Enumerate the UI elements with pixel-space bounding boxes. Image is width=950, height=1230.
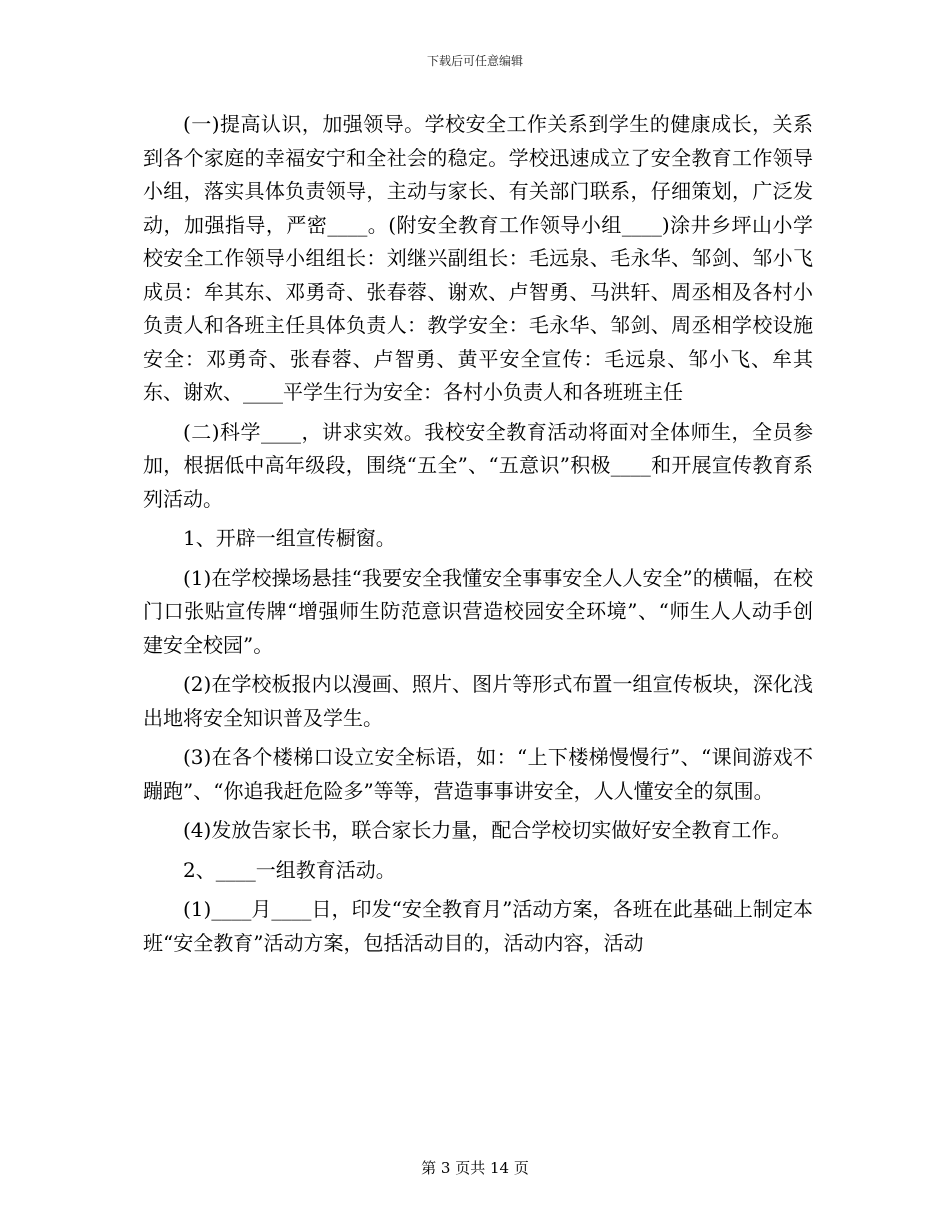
paragraph-item-1-2: (2)在学校板报内以漫画、照片、图片等形式布置一组宣传板块，深化浅出地将安全知识普及学生。 — [143, 672, 813, 730]
paragraph-item-1-heading: 1、开辟一组宣传橱窗。 — [183, 526, 396, 550]
page-footer: 第 3 页共 14 页 — [421, 1159, 529, 1177]
paragraph-science-planning: (二)科学____，讲求实效。我校安全教育活动将面对全体师生，全员参加，根据低中高年级段，围绕“五全”、“五意识”积极____和开展宣传教育系列活动。 — [143, 419, 813, 511]
paragraph-item-1-4: (4)发放告家长书，联合家长力量，配合学校切实做好安全教育工作。 — [183, 818, 792, 842]
paragraph-item-2-1: (1)____月____日，印发“安全教育月”活动方案，各班在此基础上制定本班“安全教育”活动方案，包括活动目的，活动内容，活动 — [143, 897, 813, 955]
document-body — [143, 108, 813, 960]
paragraph-item-1-1: (1)在学校操场悬挂“我要安全我懂安全事事安全人人安全”的横幅，在校门口张贴宣传牌“增强师生防范意识营造校园安全环境”、“师生人人动手创建安全校园”。 — [143, 565, 813, 657]
paragraph-item-2-heading: 2、____一组教育活动。 — [183, 857, 396, 882]
page-header: 下载后可任意编辑 — [426, 54, 523, 68]
paragraph-leadership: (一)提高认识，加强领导。学校安全工作关系到学生的健康成长，关系到各个家庭的幸福安宁和全社会的稳定。学校迅速成立了安全教育工作领导小组，落实具体负责领导，主动与家长、有关部门联系，仔细策划，广泛发动，加强指导，严密____。(附安全教育工作领导小组____)涂井乡坪山小学校安全工作领导小组组长：刘继兴副组长：毛远泉、毛永华、邹剑、邹小飞成员：牟其东、邓勇奇、张春蓉、谢欢、卢智勇、马洪轩、周丞相及各村小负责人和各班主任具体负责人：教学安全：毛永华、邹剑、周丞相学校设施安全：邓勇奇、张春蓉、卢智勇、黄平安全宣传：毛远泉、邹小飞、牟其东、谢欢、____平学生行为安全：各村小负责人和各班班主任 — [143, 112, 813, 404]
paragraph-item-1-3: (3)在各个楼梯口设立安全标语，如：“上下楼梯慢慢行”、“课间游戏不蹦跑”、“你追我赶危险多”等等，营造事事讲安全，人人懂安全的氛围。 — [143, 745, 813, 803]
